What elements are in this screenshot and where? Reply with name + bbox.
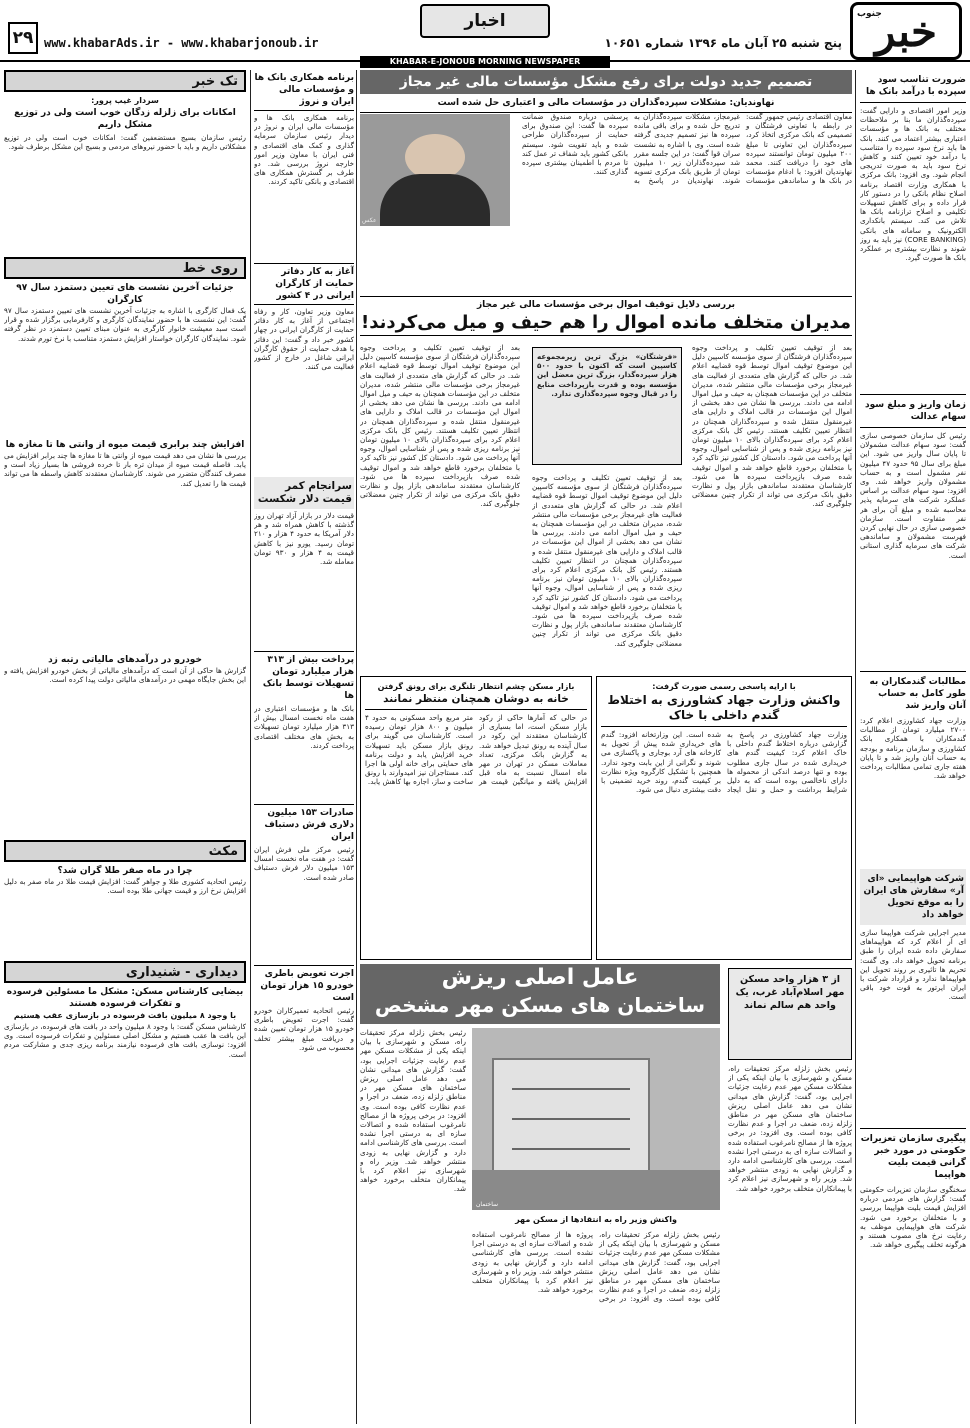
collapsed-building-photo [472, 1028, 720, 1210]
article-body: بررسی ها نشان می دهد قیمت میوه از وانتی ها تا مغازه ها چند برابر افزایش می یابد. فاصله قیمت میوه از میدان تره بار تا خرده فروشی ها بسیار زیاد است و مصرف کنندگان متضرر می شوند. کارشناسان معتقدند کاهش واسطه ها می تواند قیمت ها را تعدیل کند. [4, 451, 246, 488]
column-rule [855, 70, 856, 1424]
feature-story [360, 296, 852, 672]
photo-label: عکس [362, 217, 377, 224]
page-number: ۲۹ [8, 22, 38, 54]
box-kicker: با ارایه پاسخی رسمی صورت گرفت: [652, 682, 796, 691]
lead-subtitle: نهاوندیان: مشکلات سپرده‌گذاران در مؤسسات مالی و اعتباری حل شده است [360, 94, 852, 113]
subheadline: با وجود ۸ میلیون بافت فرسوده در بازسازی عقب هستیم [13, 1011, 237, 1020]
article-body: رئیس اتحادیه کشوری طلا و جواهر گفت: افزایش قیمت طلا در ماه صفر به دلیل افزایش نرخ ارز و قیمت جهانی طلا بوده است. [4, 877, 246, 896]
section-badge: تک خبر [4, 70, 246, 92]
mehr-body: رئیس بخش زلزله مرکز تحقیقات راه، مسکن و شهرسازی با بیان اینکه یکی از مشکلات مسکن مهر عدم رعایت جزئیات اجرایی بود، گفت: گزارش های میدانی نشان می دهد عامل اصلی ریزش ساختمان های مسکن مهر در مناطق زلزله زده، ضعف در اجرا و عدم نظارت کافی بوده است. وی افزود: در برخی پروژه ها از مصالح نامرغوب استفاده شده و اتصالات سازه ای به درستی اجرا نشده است. بررسی های کارشناسی ادامه دارد و گزارش نهایی به زودی منتشر خواهد شد. وزیر راه و شهرسازی نیز اعلام کرد با پیمانکاران متخلف برخورد خواهد شد. [728, 1064, 852, 1193]
mehr-caption: واکنش وزیر راه به انتقادها از مسکن مهر [515, 1215, 677, 1224]
headline: آغاز به کار دفاتر حمایت از کارگران ایرانی در ۴ کشور [254, 263, 354, 305]
headline: مطالبات گندمکاران به طور کامل به حساب آنان واریز شد [860, 671, 966, 716]
right-column [860, 70, 966, 1424]
article-body: وزارت جهاد کشاورزی اعلام کرد: ۲۷۰۰ میلیارد تومان از مطالبات گندمکاران با همکاری بانک کشاورزی و سازمان برنامه و بودجه به حساب آنان واریز شد و تا پایان هفته جاری تمامی مطالبات پرداخت خواهد شد. [860, 716, 966, 781]
headline: خودرو در درآمدهای مالیاتی رتبه زد [48, 655, 202, 665]
issue-line: پنج شنبه ۲۵ آبان ماه ۱۳۹۶ شماره ۱۰۶۵۱ [604, 36, 842, 50]
column-rule [356, 70, 357, 1424]
headline: صادرات ۱۵۳ میلیون دلاری فرش دستباف ایران [254, 804, 354, 845]
headline: افزایش چند برابری قیمت میوه از وانتی ها تا مغازه ها [5, 440, 245, 450]
mehr-story [360, 964, 852, 1424]
box-body: در حالی که آمارها حاکی از رکود بازار مسکن است، اما بسیاری از کارشناسان معتقدند این رکود در سال آینده به رونق تبدیل خواهد شد. به گزارش بانک مرکزی، تعداد معاملات مسکن در تهران در مهر ماه امسال نسبت به ماه قبل افزایش یافته و میانگین قیمت هر متر مربع واحد مسکونی به حدود ۴ میلیون و ۸۰۰ هزار تومان رسیده است. کارشناسان می گویند برای رونق بازار مسکن باید تسهیلات خرید افزایش یابد و دولت برنامه های حمایتی برای خانه اولی ها اجرا کند. مستاجران نیز امیدوارند با رونق ساخت و ساز، اجاره بها کاهش یابد. [365, 713, 587, 787]
article-body: سخنگوی سازمان تعزیرات حکومتی گفت: گزارش های مردمی درباره افزایش قیمت بلیت هواپیما بررسی و با متخلفان برخورد می شود. شرکت های هواپیمایی موظف به رعایت نرخ های مصوب هستند و هرگونه تخلف پیگیری خواهد شد. [860, 1185, 966, 1250]
feature-body: بعد از توقیف تعیین تکلیف و پرداخت وجوه سپرده‌گذاران فرشتگان از سوی مؤسسه کاسپین دلیل این موضوع توقیف اموال توسط قوه قضاییه اعلام شد. در حالی که گزارش های متعددی از فعالیت های غیرمجاز برخی مؤسسات مالی منتشر شده، مدیران متخلف در این مؤسسات همچنان به حیف و میل اموال ادامه می دادند. بررسی ها نشان می دهد بخشی از اموال این مؤسسات در قالب املاک و دارایی های غیرمنقول منتقل شده و سپرده‌گذاران همچنان در انتظار تعیین تکلیف هستند. رئیس کل بانک مرکزی اعلام کرد برای سپرده‌گذاران بالای ۱۰ میلیون تومان نیز برنامه ریزی شده و پس از شناسایی اموال، وجوه آنها پرداخت می شود. دادستان کل کشور نیز تاکید کرد با متخلفان برخورد قاطع خواهد شد و اموال توقیف شده صرف بازپرداخت سپرده ها می شود. کارشناسان معتقدند ساماندهی بازار پول و نظارت دقیق بانک مرکزی می تواند از تکرار چنین معضلاتی جلوگیری کند. [360, 343, 520, 509]
headline: اجرت تعویض باطری خودرو ۱۵ هزار تومان است [254, 965, 354, 1006]
website: www.khabarAds.ir - www.khabarjonoub.ir [44, 36, 319, 50]
lead-story [360, 70, 852, 294]
article-body: بانک ها و مؤسسات اعتباری در هفت ماه نخست امسال بیش از ۳۱۳ هزار میلیارد تومان تسهیلات به بخش های مختلف اقتصادی پرداخت کردند. [254, 704, 354, 750]
mehr-sidebar: از ۳ هزار واحد مسکن مهر اسلام‌آباد غرب، یک واحد هم سالم نماند [728, 968, 852, 1060]
left-column [4, 70, 246, 1424]
article-body: برنامه همکاری بانک ها و مؤسسات مالی ایران و نروژ در دیدار رئیس سازمان سرمایه گذاری و کمک های اقتصادی و فنی ایران با معاون وزیر امور خارجه نروژ بررسی شد. دو طرف بر گسترش همکاری های اقتصادی و بانکی تاکید کردند. [254, 113, 354, 187]
logo-text: خبر [875, 6, 937, 56]
headline: سرانجام کمر قیمت دلار شکست [254, 477, 354, 509]
lead-headline: تصمیم جدید دولت برای رفع مشکل مؤسسات مالی غیر مجاز [360, 70, 852, 94]
portrait-photo [360, 114, 510, 226]
photo-label: ساختمان [476, 1201, 499, 1208]
logo-sub: جنوب [857, 9, 882, 19]
headline: پرداخت بیش از ۳۱۳ هزار میلیارد تومان تسهیلات توسط بانک ها [254, 651, 354, 704]
agri-box [596, 676, 852, 960]
headline: برنامه همکاری بانک ها و مؤسسات مالی ایران و نروژ [254, 70, 354, 111]
feature-headline: مدیران متخلف مانده اموال را هم حیف و میل می‌کردند! [360, 311, 852, 336]
box-body: وزارت جهاد کشاورزی در پاسخ به گزارشی درباره اختلاط گندم داخلی با خاک اعلام کرد: کیفیت گندم های خریداری شده در سال جاری مطلوب بوده و تنها درصد اندکی از محموله ها دارای ناخالصی بوده است که به دلیل شرایط برداشت و حمل و نقل ایجاد شده است. این وزارتخانه افزود: گندم های خریداری شده پیش از تحویل به کارخانه های آرد بوجاری و پاکسازی می شوند و نگرانی از این بابت وجود ندارد. همچنین با تشکیل کارگروه ویژه نظارت بر کیفیت گندم، روند خرید تضمینی با دقت بیشتری دنبال می شود. [601, 730, 847, 795]
article-body: وزیر امور اقتصادی و دارایی گفت: سپرده‌گذاران ما بنا بر ملاحظات مختلف به بانک ها و مؤسسات اعتباری بیشتر اعتماد می کنند. بانک ها باید نرخ سود سپرده را متناسب با درآمد خود تعیین کنند و کاهش نرخ سود باید به صورت تدریجی انجام شود. وی افزود: بانک مرکزی با همکاری وزارت اقتصاد برنامه اصلاح نظام بانکی را در دستور کار قرار داده و برای کاهش تسهیلات تکلیفی و اصلاح ترازنامه بانک ها تلاش می کند. سیستم بانکداری الکترونیک و سامانه های بانکی (CORE BANKING) نیز باید به روز شوند و نظارت بیشتری بر عملکرد بانک ها صورت گیرد. [860, 106, 966, 263]
newspaper-logo [850, 2, 962, 60]
headline: شرکت هواپیمایی «ای آر» سفارش های ایران را به موقع تحویل خواهد داد [860, 869, 966, 925]
headline: ضرورت تناسب سود سپرده با درآمد بانک ها [860, 70, 966, 103]
mehr-title-2: ساختمان های مسکن مهر مشخص [374, 993, 706, 1017]
feature-kicker: بررسی دلایل توقیف اموال برخی مؤسسات مالی غیر مجاز [476, 300, 736, 310]
section-badge: مکث [4, 840, 246, 862]
article-body: معاون وزیر تعاون، کار و رفاه اجتماعی از آغاز به کار دفاتر حمایت از کارگران ایرانی در چهار کشور خبر داد و گفت: این دفاتر با هدف حمایت از حقوق کارگران ایرانی شاغل در خارج از کشور فعالیت می کنند. [254, 307, 354, 372]
article-body: یک فعال کارگری با اشاره به جزئیات آخرین نشست های تعیین دستمزد سال ۹۷ گفت: این نشست ها با حضور نمایندگان کارگری و کارفرمایی برگزار شده و قرار است سبد معیشت خانوار کارگری به عنوان مبنای تعیین دستمزد در نظر گرفته شود. نمایندگان کارگران خواستار افزایش دستمزد متناسب با نرخ تورم شدند. [4, 306, 246, 343]
article-body: قیمت دلار در بازار آزاد تهران روز گذشته با کاهش همراه شد و هر دلار آمریکا به حدود ۴ هزار و ۲۱۰ تومان رسید. یورو نیز با کاهش قیمت به ۴ هزار و ۹۳۰ تومان معامله شد. [254, 511, 354, 567]
box-headline: واکنش وزارت جهاد کشاورزی به اختلاط گندم داخلی با خاک [601, 693, 847, 727]
english-banner: KHABAR-E-JONOUB MORNING NEWSPAPER [360, 56, 610, 68]
lead-body: معاون اقتصادی رئیس جمهور گفت: در رابطه با تعاونی فرشتگان و تصمیمی که بانک مرکزی اتخاذ کرد، سپرده‌گذاران این تعاونی تا مبلغ ۲۰۰ میلیون تومان توانستند سپرده های خود را دریافت کنند. محمد نهاوندیان افزود: با ادغام مؤسسات در بانک ها و ساماندهی مؤسسات غیرمجاز، مشکلات سپرده‌گذاران به تدریج حل شده و برای باقی مانده سپرده ها نیز تصمیم جدیدی گرفته شده است. وی با اشاره به نشست سران قوا گفت: در این جلسه مقرر شد سپرده‌گذاران زیر ۱۰ میلیون تومان از طریق بانک مرکزی تسویه شوند. نهاوندیان در پاسخ به پرسشی درباره صندوق ضمانت سپرده ها گفت: این صندوق برای حمایت از سپرده‌گذاران طراحی شده و باید تقویت شود. سیستم بانکی کشور باید شفاف تر عمل کند تا مردم با اطمینان بیشتری سپرده گذاری کنند. [522, 112, 852, 186]
headline: بیضایی کارشناس مسکن: مشکل ما مسئولین فرسوده و تفکرات فرسوده هستند [6, 987, 244, 1009]
mehr-title-1: عامل اصلی ریزش [441, 965, 639, 990]
headline: پیگیری سازمان تعزیرات حکومتی در مورد خبر گرانی قیمت بلیت هواپیما [860, 1128, 966, 1185]
article-body: رئیس اتحادیه تعمیرکاران خودرو گفت: اجرت تعویض باطری خودرو ۱۵ هزار تومان تعیین شده و دریافت مبلغ بیشتر تخلف محسوب می شود. [254, 1006, 354, 1052]
article-body: رئیس کل سازمان خصوصی سازی گفت: سود سهام عدالت مشمولان تا پایان سال واریز می شود. این مبلغ برای سال ۹۵ حدود ۴۷ میلیون نفر مشمول است و به حساب مشمولان واریز خواهد شد. وی افزود: سود سهام عدالت بر اساس عملکرد شرکت های سرمایه پذیر محاسبه شده و مبلغ آن برای هر نفر متفاوت است. سازمان خصوصی سازی در حال نهایی کردن فهرست مشمولان و ساماندهی شرکت های سرمایه گذاری استانی است. [860, 431, 966, 560]
feature-body: بعد از توقیف تعیین تکلیف و پرداخت وجوه سپرده‌گذاران فرشتگان از سوی مؤسسه کاسپین دلیل این موضوع توقیف اموال توسط قوه قضاییه اعلام شد. در حالی که گزارش های متعددی از فعالیت های غیرمجاز برخی مؤسسات مالی منتشر شده، مدیران متخلف در این مؤسسات همچنان به حیف و میل اموال ادامه می دادند. بررسی ها نشان می دهد بخشی از اموال این مؤسسات در قالب املاک و دارایی های غیرمنقول منتقل شده و سپرده‌گذاران همچنان در انتظار تعیین تکلیف هستند. رئیس کل بانک مرکزی اعلام کرد برای سپرده‌گذاران بالای ۱۰ میلیون تومان نیز برنامه ریزی شده و پس از شناسایی اموال، وجوه آنها پرداخت می شود. دادستان کل کشور نیز تاکید کرد با متخلفان برخورد قاطع خواهد شد و اموال توقیف شده صرف بازپرداخت سپرده ها می شود. کارشناسان معتقدند ساماندهی بازار پول و نظارت دقیق بانک مرکزی می تواند از تکرار چنین معضلاتی جلوگیری کند. [692, 343, 852, 509]
housing-box [360, 676, 592, 960]
column-rule [250, 70, 251, 1424]
article-body: رئیس سازمان بسیج مستضعفین گفت: امکانات خوب است ولی در توزیع مشکلاتی داریم و باید با حضور نیروهای مردمی و بسیج این مشکل برطرف شود. [4, 133, 246, 152]
mehr-body: رئیس بخش زلزله مرکز تحقیقات راه، مسکن و شهرسازی با بیان اینکه یکی از مشکلات مسکن مهر عدم رعایت جزئیات اجرایی بود، گفت: گزارش های میدانی نشان می دهد عامل اصلی ریزش ساختمان های مسکن مهر در مناطق زلزله زده، ضعف در اجرا و عدم نظارت کافی بوده است. وی افزود: در برخی پروژه ها از مصالح نامرغوب استفاده شده و اتصالات سازه ای به درستی اجرا نشده است. بررسی های کارشناسی ادامه دارد و گزارش نهایی به زودی منتشر خواهد شد. وزیر راه و شهرسازی نیز اعلام کرد با پیمانکاران متخلف برخورد خواهد شد. [360, 1028, 466, 1194]
section-title: اخبار [420, 4, 550, 38]
article-body: رئیس مرکز ملی فرش ایران گفت: در هفت ماه نخست امسال ۱۵۳ میلیون دلار فرش دستباف صادر شده است. [254, 845, 354, 882]
box-headline: خانه به دوشان همچنان منتظر نمانند [365, 693, 587, 710]
headline: امکانات برای زلزله زدگان خوب است ولی در توزیع مشکل داریم [14, 108, 236, 130]
section-badge: روی خط [4, 257, 246, 279]
kicker: سردار غیب پرور: [91, 96, 159, 105]
box-kicker: بازار مسکن چشم انتظار تلنگری برای رونق گرفتن [377, 682, 575, 691]
article-body: گزارش ها حاکی از آن است که درآمدهای مالیاتی از بخش خودرو افزایش یافته و این بخش جایگاه مهمی در درآمدهای مالیاتی دولت پیدا کرده است. [4, 666, 246, 685]
article-body: مدیر اجرایی شرکت هواپیما سازی ای آر اعلام کرد که هواپیماهای سفارش داده شده ایران را طبق برنامه تحویل خواهد داد. وی گفت: تحریم ها تاثیری بر روند تحویل این هواپیماها ندارد و قرارداد شرکت با ایران ایرتور به قوت خود باقی است. [860, 928, 966, 1002]
section-badge: دیداری - شنیداری [4, 961, 246, 983]
headline: زمان واریز و مبلغ سود سهام عدالت [860, 394, 966, 428]
feature-body: بعد از توقیف تعیین تکلیف و پرداخت وجوه سپرده‌گذاران فرشتگان از سوی مؤسسه کاسپین دلیل این موضوع توقیف اموال توسط قوه قضاییه اعلام شد. در حالی که گزارش های متعددی از فعالیت های غیرمجاز برخی مؤسسات مالی منتشر شده، مدیران متخلف در این مؤسسات همچنان به حیف و میل اموال ادامه می دادند. بررسی ها نشان می دهد بخشی از اموال این مؤسسات در قالب املاک و دارایی های غیرمنقول منتقل شده و سپرده‌گذاران همچنان در انتظار تعیین تکلیف هستند. رئیس کل بانک مرکزی اعلام کرد برای سپرده‌گذاران بالای ۱۰ میلیون تومان نیز برنامه ریزی شده و پس از شناسایی اموال، وجوه آنها پرداخت می شود. دادستان کل کشور نیز تاکید کرد با متخلفان برخورد قاطع خواهد شد و اموال توقیف شده صرف بازپرداخت سپرده ها می شود. کارشناسان معتقدند ساماندهی بازار پول و نظارت دقیق بانک مرکزی می تواند از تکرار چنین معضلاتی جلوگیری کند. [532, 473, 682, 648]
article-body: کارشناس مسکن گفت: با وجود ۸ میلیون واحد در بافت های فرسوده، در بازسازی این بافت ها عقب هستیم و مشکل اصلی مسئولین و تفکرات فرسوده است. وی افزود: نوسازی بافت های فرسوده نیازمند برنامه ریزی جدی و مشارکت مردم است. [4, 1022, 246, 1059]
mehr-title-block [360, 964, 720, 1024]
pull-quote: «فرشتگان» بزرگ ترین زیرمجموعه کاسپین است که اکنون با حدود ۵۰۰ هزار سپرده‌گذار، بزرگ ترین معضل این مؤسسه بوده و قدرت بازپرداخت منابع را در قبال وجوه سپرده‌گذاری ندارد. [532, 347, 682, 465]
headline: چرا در ماه صفر طلا گران شد؟ [57, 866, 193, 876]
mid-left-column [254, 70, 354, 1424]
headline: جزئیات آخرین نشست های تعیین دستمزد سال ۹۷ کارگران [16, 283, 234, 305]
mehr-body: رئیس بخش زلزله مرکز تحقیقات راه، مسکن و شهرسازی با بیان اینکه یکی از مشکلات مسکن مهر عدم رعایت جزئیات اجرایی بود، گفت: گزارش های میدانی نشان می دهد عامل اصلی ریزش ساختمان های مسکن مهر در مناطق زلزله زده، ضعف در اجرا و عدم نظارت کافی بوده است. وی افزود: در برخی پروژه ها از مصالح نامرغوب استفاده شده و اتصالات سازه ای به درستی اجرا نشده است. بررسی های کارشناسی ادامه دارد و گزارش نهایی به زودی منتشر خواهد شد. وزیر راه و شهرسازی نیز اعلام کرد با پیمانکاران متخلف برخورد خواهد شد. [472, 1230, 720, 1304]
